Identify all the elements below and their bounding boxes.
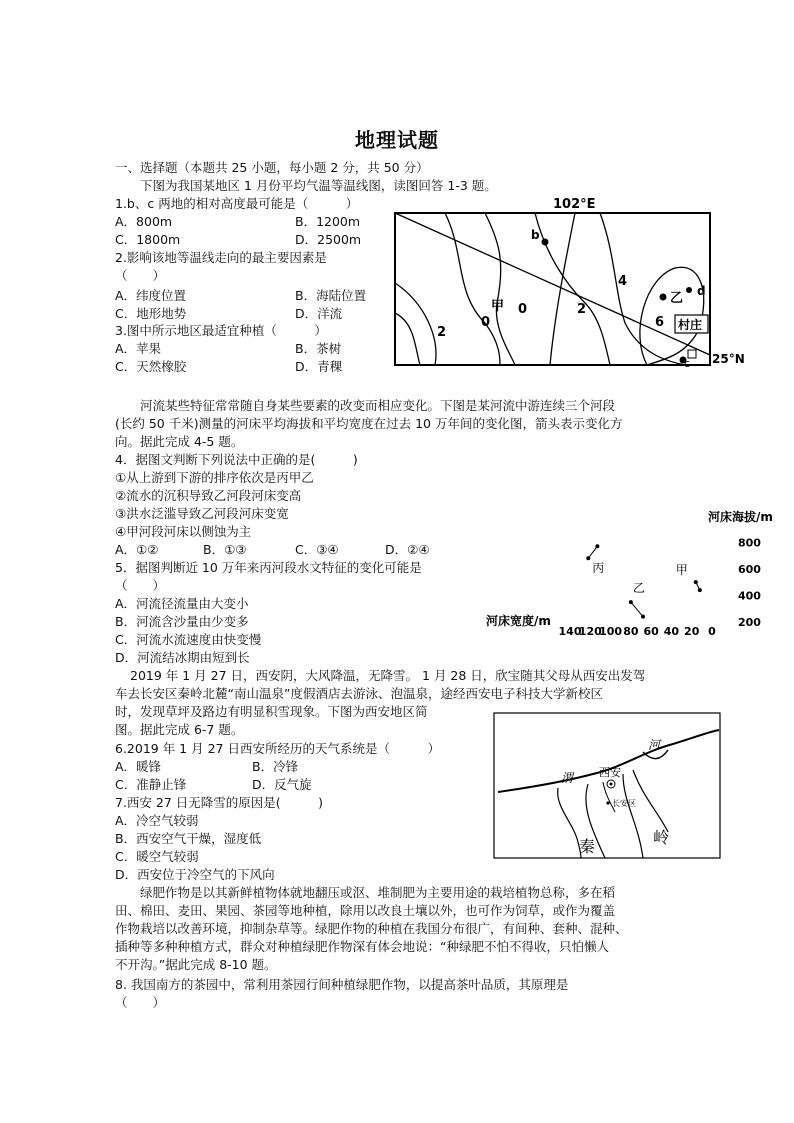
data-point bbox=[694, 580, 698, 584]
q4-statement-2: ②流水的沉积导致乙河段河床变高 bbox=[115, 488, 302, 503]
point-b-label: b bbox=[531, 228, 540, 242]
q8-paren: （ ） bbox=[115, 995, 166, 1010]
q7-option-a: A．冷空气较弱 bbox=[115, 813, 199, 828]
passage3-line3: 时，发现草坪及路边有明显积雪现象。下图为西安地区简 bbox=[115, 704, 428, 719]
river-wei-label: 渭 bbox=[561, 771, 574, 785]
isotherm-map bbox=[385, 193, 745, 378]
q3-option-d: D．青稞 bbox=[295, 359, 343, 374]
q2-option-c: C．地形地势 bbox=[115, 306, 187, 321]
x-tick-label: 100 bbox=[599, 625, 623, 638]
xian-map bbox=[493, 712, 723, 860]
longitude-label: 102°E bbox=[553, 197, 596, 212]
data-point bbox=[595, 544, 599, 548]
q5-option-c: C．河流水流速度由快变慢 bbox=[115, 632, 262, 647]
x-tick-label: 60 bbox=[643, 625, 659, 638]
x-tick-label: 120 bbox=[578, 625, 602, 638]
isotherm-label-2b: 2 bbox=[577, 302, 587, 317]
q4-option-b: B．①③ bbox=[203, 542, 247, 557]
q2-option-b: B．海陆位置 bbox=[295, 288, 367, 303]
q4-statement-1: ①从上游到下游的排序依次是丙甲乙 bbox=[115, 470, 314, 485]
passage2-line3: 向。据此完成 4-5 题。 bbox=[115, 434, 244, 449]
latitude-label: 25°N bbox=[712, 352, 745, 366]
passage4-line5: 不开沟。”据此完成 8-10 题。 bbox=[115, 957, 277, 972]
point-c-label: c bbox=[684, 357, 691, 370]
data-point bbox=[698, 588, 702, 592]
q2-paren: （ ） bbox=[115, 268, 166, 283]
q4-statement-3: ③洪水泛滥导致乙河段河床变宽 bbox=[115, 506, 289, 521]
isotherm-label-4: 4 bbox=[618, 274, 628, 289]
point-yi-label: 乙 bbox=[670, 291, 684, 306]
y-tick-label: 800 bbox=[738, 536, 761, 550]
x-tick-label: 80 bbox=[623, 625, 639, 638]
q4-option-d: D．②④ bbox=[385, 542, 430, 557]
q7-option-c: C．暖空气较弱 bbox=[115, 849, 199, 864]
chart-xlabel: 河床宽度/m bbox=[486, 614, 551, 628]
map1-intro: 下图为我国某地区 1 月份平均气温等温线图，读图回答 1-3 题。 bbox=[140, 178, 497, 193]
series-label: 甲 bbox=[675, 563, 688, 578]
q1-stem: 1.b、c 两地的相对高度最可能是（ ） bbox=[115, 196, 359, 211]
q1-option-c: C．1800m bbox=[115, 232, 181, 247]
section-header: 一、选择题（本题共 25 小题，每小题 2 分，共 50 分） bbox=[115, 160, 429, 175]
passage2-line2: (长约 50 千米)测量的河床平均海拔和平均宽度在过去 10 万年间的变化图，箭头表示变化方 bbox=[115, 416, 623, 431]
q2-option-d: D．洋流 bbox=[295, 306, 343, 321]
series-label: 丙 bbox=[592, 561, 605, 576]
x-tick-label: 140 bbox=[558, 625, 582, 638]
q3-stem: 3.图中所示地区最适宜种植（ ） bbox=[115, 323, 327, 338]
series-label: 乙 bbox=[632, 581, 645, 596]
passage4-line1: 绿肥作物是以其新鲜植物体就地翻压或沤、堆制肥为主要用途的栽培植物总称，多在稻 bbox=[140, 885, 616, 900]
q6-option-c: C．准静止锋 bbox=[115, 777, 187, 792]
river-he-label: 河 bbox=[648, 738, 661, 752]
isotherm-label-0b: 0 bbox=[518, 302, 528, 317]
y-tick-label: 200 bbox=[738, 616, 761, 629]
passage3-line2: 车去长安区秦岭北麓“南山温泉”度假酒店去游泳、泡温泉，途经西安电子科技大学新校区 bbox=[115, 686, 603, 701]
q2-option-a: A．纬度位置 bbox=[115, 288, 187, 303]
q2-stem: 2.影响该地等温线走向的最主要因素是 bbox=[115, 250, 327, 265]
changan-label: 长安区 bbox=[612, 799, 636, 808]
passage2-line1: 河流某些特征常常随自身某些要素的改变而相应变化。下图是某河流中游连续三个河段 bbox=[140, 398, 616, 413]
q4-option-a: A．①② bbox=[115, 542, 159, 557]
data-point bbox=[641, 615, 645, 619]
q1-option-a: A．800m bbox=[115, 214, 173, 229]
point-jia-label: 甲 bbox=[491, 299, 505, 314]
passage4-line2: 田、棉田、麦田、果园、茶园等地种植，除用以改良土壤以外，也可作为饲草，或作为覆盖 bbox=[115, 903, 616, 918]
passage3-line1: 2019 年 1 月 27 日，西安阴，大风降温，无降雪。 1 月 28 日，欣宝随其父母从西安出发驾 bbox=[130, 668, 646, 683]
q5-option-a: A．河流径流量由大变小 bbox=[115, 596, 249, 611]
q1-option-b: B．1200m bbox=[295, 214, 361, 229]
q5-stem: 5．据图判断近 10 万年来丙河段水文特征的变化可能是 bbox=[115, 560, 422, 575]
isotherm-label-0a: 0 bbox=[481, 315, 491, 330]
q4-stem: 4．据图文判断下列说法中正确的是( ) bbox=[115, 452, 358, 467]
y-tick-label: 400 bbox=[738, 589, 761, 603]
data-point bbox=[629, 600, 633, 604]
q7-stem: 7.西安 27 日无降雪的原因是( ) bbox=[115, 795, 324, 810]
river-bed-chart bbox=[480, 505, 780, 640]
q1-option-d: D．2500m bbox=[295, 232, 362, 247]
point-d-label: d bbox=[697, 284, 706, 298]
isotherm-label-2a: 2 bbox=[437, 325, 447, 340]
qinling-qin-label: 秦 bbox=[579, 837, 596, 856]
q4-option-c: C．③④ bbox=[295, 542, 339, 557]
q5-paren: （ ） bbox=[115, 578, 166, 593]
q3-option-b: B．茶树 bbox=[295, 341, 342, 356]
q4-statement-4: ④甲河段河床以侧蚀为主 bbox=[115, 524, 252, 539]
q5-option-d: D．河流结冰期由短到长 bbox=[115, 650, 250, 665]
q6-option-d: D．反气旋 bbox=[252, 777, 312, 792]
q7-option-d: D．西安位于冷空气的下风向 bbox=[115, 867, 275, 882]
y-tick-label: 600 bbox=[738, 562, 761, 576]
village-label: 村庄 bbox=[678, 318, 703, 332]
q6-stem: 6.2019 年 1 月 27 日西安所经历的天气系统是（ ） bbox=[115, 741, 440, 756]
passage3-line4: 图。据此完成 6-7 题。 bbox=[115, 722, 244, 737]
x-tick-label: 20 bbox=[684, 625, 700, 638]
q6-option-a: A．暖锋 bbox=[115, 759, 162, 774]
passage4-line3: 作物栽培以改善环境，抑制杂草等。绿肥作物的种植在我国分布很广，有间种、套种、混种、 bbox=[115, 921, 628, 936]
passage4-line4: 插种等多种种植方式，群众对种植绿肥作物深有体会地说：“种绿肥不怕不得收，只怕懒人 bbox=[115, 939, 609, 954]
q3-option-a: A．苹果 bbox=[115, 341, 162, 356]
data-point bbox=[586, 556, 590, 560]
chart-ylabel: 河床海拔/m bbox=[708, 510, 773, 524]
q8-stem: 8. 我国南方的茶园中，常利用茶园行间种植绿肥作物，以提高茶叶品质，其原理是 bbox=[115, 977, 569, 992]
q6-option-b: B．冷锋 bbox=[252, 759, 299, 774]
series-arrow bbox=[631, 602, 643, 617]
xian-label: 西安 bbox=[599, 766, 621, 779]
q5-option-b: B．河流含沙量由少变多 bbox=[115, 614, 249, 629]
page-title: 地理试题 bbox=[355, 128, 439, 152]
q7-option-b: B．西安空气干燥，湿度低 bbox=[115, 831, 262, 846]
series-arrow bbox=[588, 546, 597, 558]
isotherm-label-6: 6 bbox=[655, 315, 665, 330]
qinling-ling-label: 岭 bbox=[653, 828, 670, 847]
x-tick-label: 40 bbox=[663, 625, 680, 638]
x-tick-label: 0 bbox=[708, 625, 716, 638]
q3-option-c: C．天然橡胶 bbox=[115, 359, 187, 374]
